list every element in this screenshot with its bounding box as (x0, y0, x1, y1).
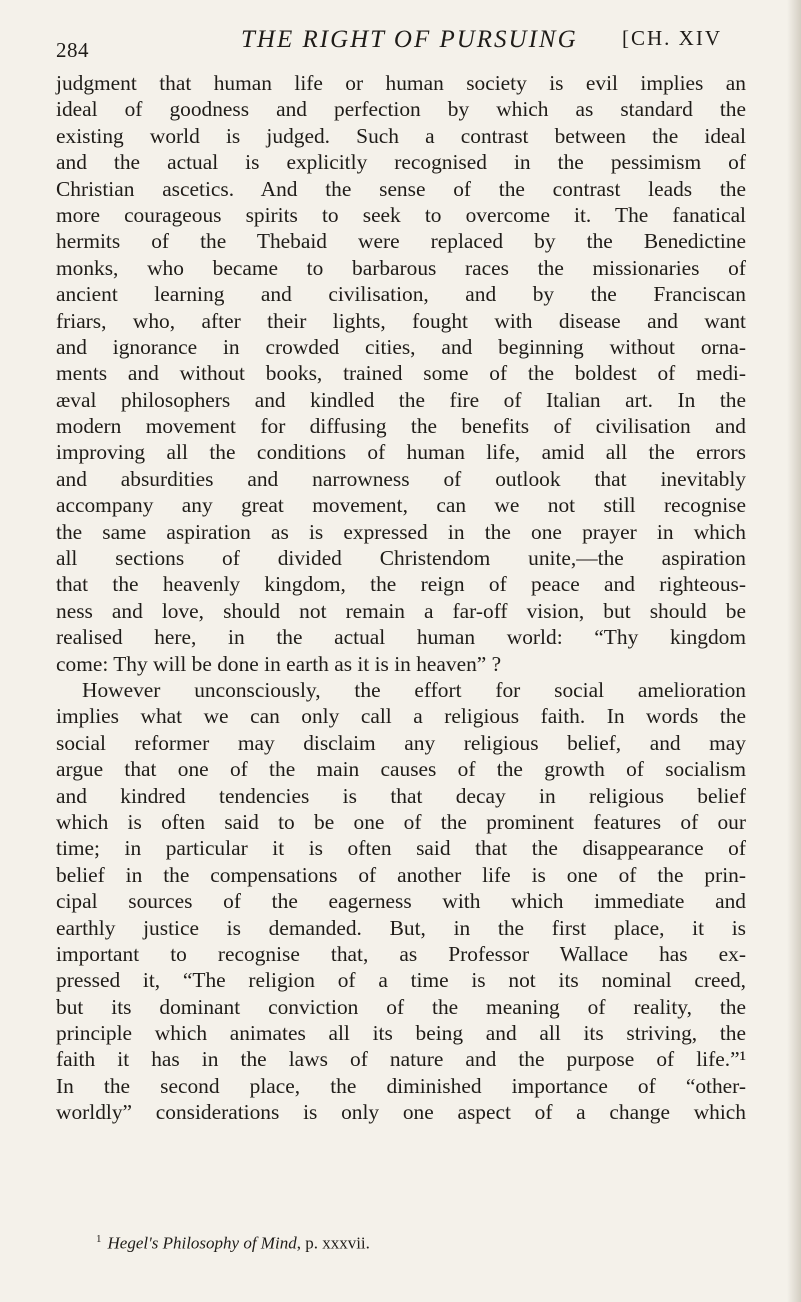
text-line: faith it has in the laws of nature and the purpose of life.”¹ (56, 1047, 746, 1072)
text-line: realised here, in the actual human world: “Thy kingdom (56, 625, 746, 650)
text-line: implies what we can only call a religious faith. In words the (56, 704, 746, 729)
text-line: improving all the conditions of human life, amid all the errors (56, 440, 746, 465)
page-edge-shadow (787, 0, 801, 1302)
text-line: æval philosophers and kindled the fire of Italian art. In the (56, 387, 746, 412)
text-line: argue that one of the main causes of the growth of socialism (56, 757, 746, 782)
text-line: In the second place, the diminished importance of “other- (56, 1073, 746, 1098)
footnote-marker: 1 (96, 1233, 102, 1245)
text-line: and absurdities and narrowness of outlook that inevitably (56, 466, 746, 491)
page-header (56, 26, 746, 60)
text-line: judgment that human life or human society is evil implies an (56, 71, 746, 95)
text-line: time; in particular it is often said that the disappearance of (56, 836, 746, 861)
text-line: ness and love, should not remain a far-off vision, but should be (56, 598, 746, 623)
text-line: worldly” considerations is only one aspect of a change which (56, 1100, 746, 1125)
text-line: social reformer may disclaim any religious belief, and may (56, 730, 746, 755)
text-line: more courageous spirits to seek to overcome it. The fanatical (56, 202, 746, 227)
paragraph-end-line: come: Thy will be done in earth as it is in heaven” ? (56, 651, 502, 676)
footnote (56, 1228, 746, 1255)
text-line: ideal of goodness and perfection by which as standard the (56, 97, 746, 122)
text-line: existing world is judged. Such a contrast between the ideal (56, 123, 746, 148)
footnote-citation: , p. xxxvii. (296, 1233, 370, 1253)
text-line: ments and without books, trained some of the boldest of medi- (56, 361, 746, 386)
footnote-book-title: Hegel's Philosophy of Mind (107, 1233, 297, 1253)
body-text (56, 70, 746, 1126)
text-line: friars, who, after their lights, fought with disease and want (56, 308, 746, 333)
text-line: but its dominant conviction of the meaning of reality, the (56, 994, 746, 1019)
text-line: important to recognise that, as Professor Wallace has ex- (56, 941, 746, 966)
text-line: accompany any great movement, can we not still recognise (56, 493, 746, 518)
text-line: the same aspiration as is expressed in the one prayer in which (56, 519, 746, 544)
text-line: Christian ascetics. And the sense of the contrast leads the (56, 176, 746, 201)
text-line: modern movement for diffusing the benefits of civilisation and (56, 414, 746, 439)
text-line: monks, who became to barbarous races the missionaries of (56, 255, 746, 280)
text-line: and kindred tendencies is that decay in religious belief (56, 783, 746, 808)
text-line: that the heavenly kingdom, the reign of peace and righteous- (56, 572, 746, 597)
running-title: THE RIGHT OF PURSUING (241, 26, 578, 53)
text-line: belief in the compensations of another life is one of the prin- (56, 862, 746, 887)
text-line: and the actual is explicitly recognised in the pessimism of (56, 150, 746, 175)
chapter-reference: [CH. XIV (622, 26, 722, 50)
text-line: ancient learning and civilisation, and by the Franciscan (56, 282, 746, 307)
text-line: cipal sources of the eagerness with which immediate and (56, 889, 746, 914)
text-line: hermits of the Thebaid were replaced by the Benedictine (56, 229, 746, 254)
text-line: all sections of divided Christendom unite,—the aspiration (56, 546, 746, 571)
text-line: principle which animates all its being and all its striving, the (56, 1021, 746, 1046)
text-line: earthly justice is demanded. But, in the first place, it is (56, 915, 746, 940)
page-number: 284 (56, 38, 89, 62)
text-line: and ignorance in crowded cities, and beginning without orna- (56, 334, 746, 359)
text-line: which is often said to be one of the prominent features of our (56, 809, 746, 834)
text-line: pressed it, “The religion of a time is not its nominal creed, (56, 968, 746, 993)
paragraph-start-line: However unconsciously, the effort for social amelioration (82, 677, 746, 702)
